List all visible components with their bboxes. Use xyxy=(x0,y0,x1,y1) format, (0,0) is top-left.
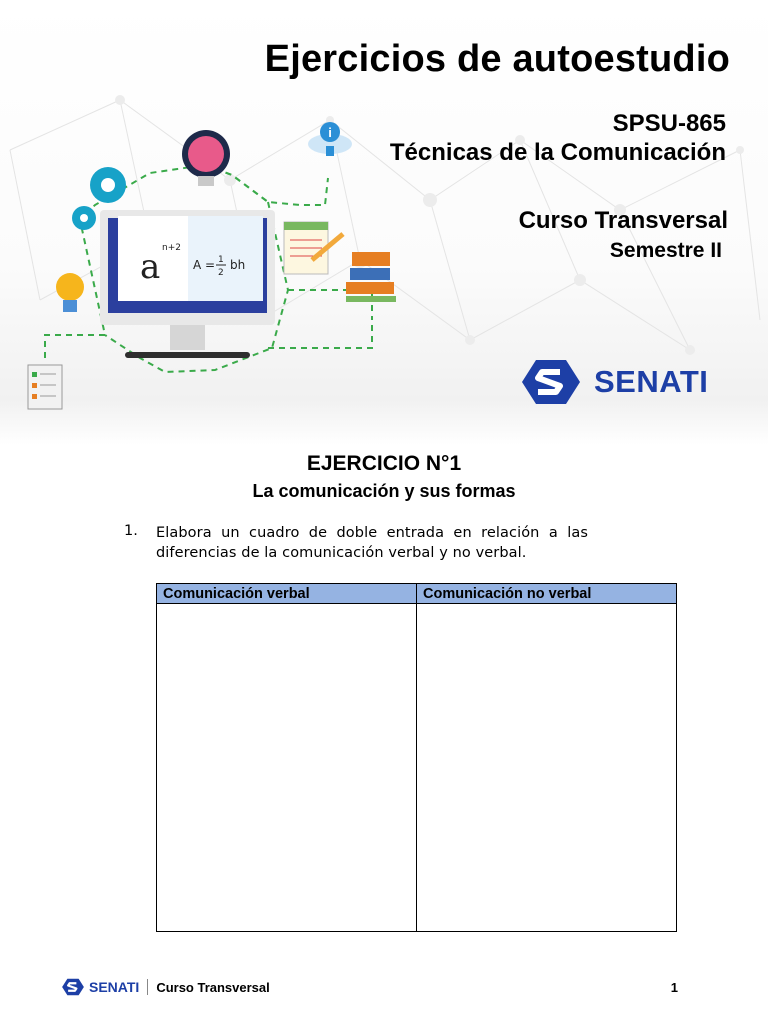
page-header xyxy=(0,0,768,445)
course-name: Técnicas de la Comunicación xyxy=(389,139,726,166)
board-variable: a xyxy=(140,247,161,287)
page-number: 1 xyxy=(670,979,678,995)
info-cloud-icon xyxy=(308,122,352,156)
task-item xyxy=(124,523,594,563)
checklist-icon xyxy=(28,365,62,409)
cell-nonverbal[interactable] xyxy=(417,604,677,932)
exercise-subtitle: La comunicación y sus formas xyxy=(252,481,516,501)
notebook-pencil-icon xyxy=(284,222,343,274)
document-title: Ejercicios de autoestudio xyxy=(264,38,730,80)
task-text: Elabora un cuadro de doble entrada en relación a las diferencias de la comunicación verbal y no verbal. xyxy=(156,525,588,561)
computer-monitor-icon xyxy=(100,210,275,358)
senati-wordmark: SENATI xyxy=(594,364,709,399)
svg-text:i: i xyxy=(328,125,332,140)
page-footer xyxy=(62,976,678,998)
footer-brand: SENATI xyxy=(89,979,140,995)
formula-numerator: 1 xyxy=(218,255,224,265)
formula-denominator: 2 xyxy=(218,268,224,278)
board-exponent: n+2 xyxy=(162,243,181,253)
education-illustration xyxy=(0,110,420,420)
brain-lightbulb-icon xyxy=(182,130,230,186)
column-header-verbal: Comunicación verbal xyxy=(157,584,417,604)
senati-logo xyxy=(522,358,708,406)
cell-verbal[interactable] xyxy=(157,604,417,932)
footer-divider xyxy=(147,979,148,995)
comparison-table xyxy=(156,583,677,932)
column-header-nonverbal: Comunicación no verbal xyxy=(417,584,677,604)
lightbulb-icon xyxy=(56,273,84,312)
course-type: Curso Transversal xyxy=(518,207,728,234)
exercise-title: EJERCICIO N°1 xyxy=(306,452,462,475)
footer-label: Curso Transversal xyxy=(156,979,270,995)
table-row xyxy=(157,604,677,932)
formula-lhs: A = xyxy=(193,258,216,272)
formula-rhs: bh xyxy=(230,258,246,272)
task-number: 1. xyxy=(124,523,138,539)
table-header-row xyxy=(157,584,677,604)
footer-senati-emblem-icon xyxy=(62,978,84,996)
course-code: SPSU-865 xyxy=(612,110,726,137)
semester: Semestre II xyxy=(609,239,722,262)
senati-emblem-icon xyxy=(522,358,580,406)
